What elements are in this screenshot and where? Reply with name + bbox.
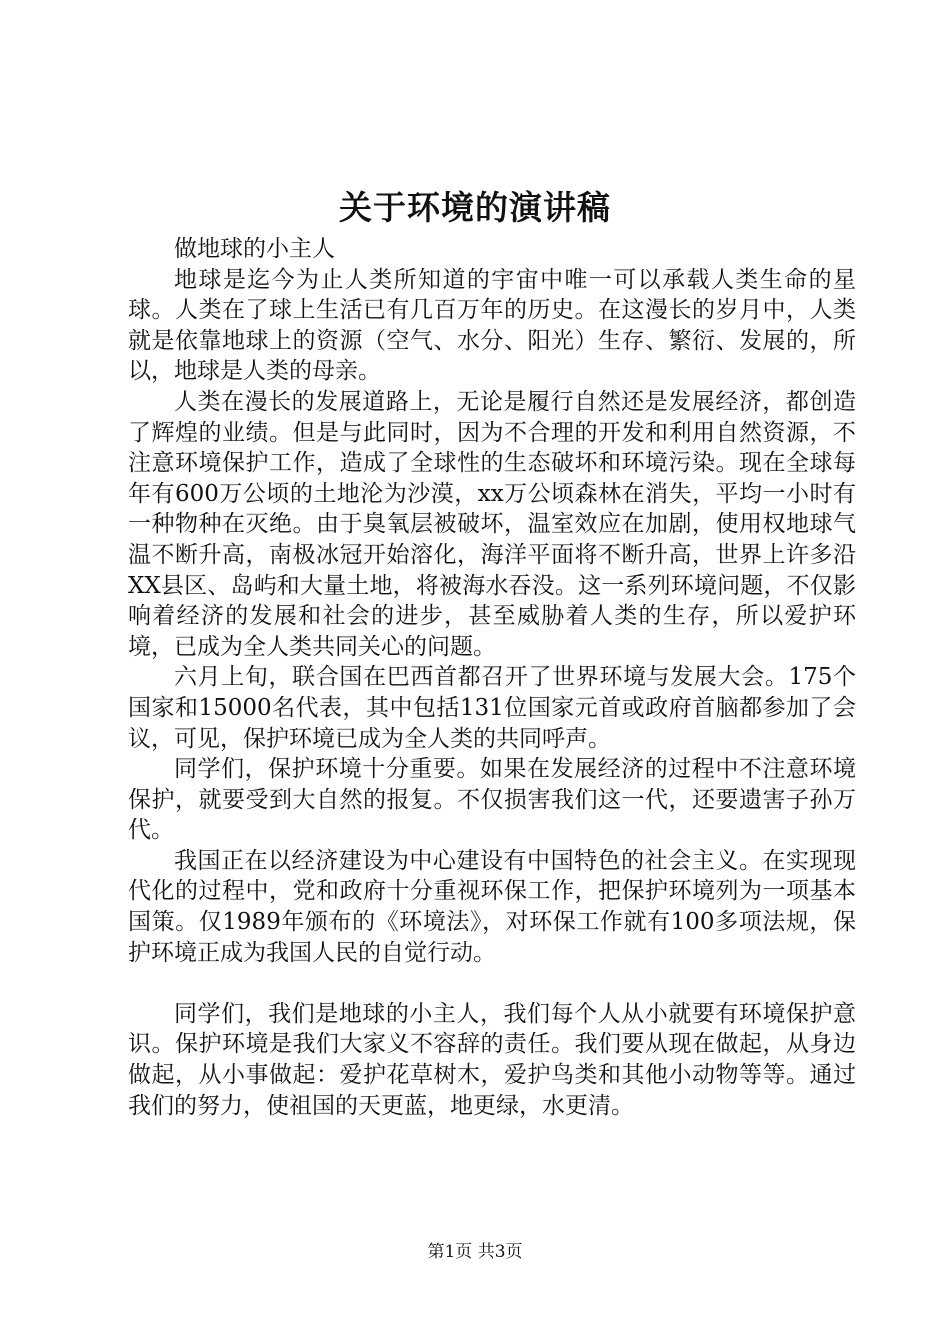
- document-title: 关于环境的演讲稿: [339, 188, 611, 227]
- paragraph-5: 我国正在以经济建设为中心建设有中国特色的社会主义。在实现现代化的过程中，党和政府十分重视环保工作，把保护环境列为一项基本国策。仅1989年颁布的《环境法》，对环保工作就有100多项法规，保护环境正成为我国人民的自觉行动。: [128, 847, 856, 966]
- document-body: [128, 234, 856, 1121]
- paragraph-6: 同学们，我们是地球的小主人，我们每个人从小就要有环境保护意识。保护环境是我们大家义不容辞的责任。我们要从现在做起，从身边做起，从小事做起：爱护花草树木，爱护鸟类和其他小动物等等。通过我们的努力，使祖国的天更蓝，地更绿，水更清。: [128, 1000, 856, 1119]
- paragraph-1: 地球是迄今为止人类所知道的宇宙中唯一可以承载人类生命的星球。人类在了球上生活已有几百万年的历史。在这漫长的岁月中，人类就是依靠地球上的资源（空气、水分、阳光）生存、繁衍、发展的，所以，地球是人类的母亲。: [128, 266, 856, 385]
- paragraph-spacer: [128, 968, 856, 999]
- paragraph-subtitle: 做地球的小主人: [174, 236, 335, 262]
- page-indicator: 第1页 共3页: [427, 1242, 523, 1262]
- paragraph-3: 六月上旬，联合国在巴西首都召开了世界环境与发展大会。175个国家和15000名代表，其中包括131位国家元首或政府首脑都参加了会议，可见，保护环境已成为全人类的共同呼声。: [128, 664, 856, 752]
- paragraph-4: 同学们，保护环境十分重要。如果在发展经济的过程中不注意环境保护，就要受到大自然的报复。不仅损害我们这一代，还要遗害子孙万代。: [128, 756, 856, 844]
- paragraph-2: 人类在漫长的发展道路上，无论是履行自然还是发展经济，都创造了辉煌的业绩。但是与此同时，因为不合理的开发和利用自然资源，不注意环境保护工作，造成了全球性的生态破坏和环境污染。现在全球每年有600万公顷的土地沦为沙漠，xx万公顷森林在消失，平均一小时有一种物种在灭绝。由于臭氧层被破坏，温室效应在加剧，使用权地球气温不断升高，南极冰冠开始溶化，海洋平面将不断升高，世界上许多沿XX县区、岛屿和大量土地，将被海水吞没。这一系列环境问题，不仅影响着经济的发展和社会的进步，甚至威胁着人类的生存，所以爱护环境，已成为全人类共同关心的问题。: [128, 388, 856, 660]
